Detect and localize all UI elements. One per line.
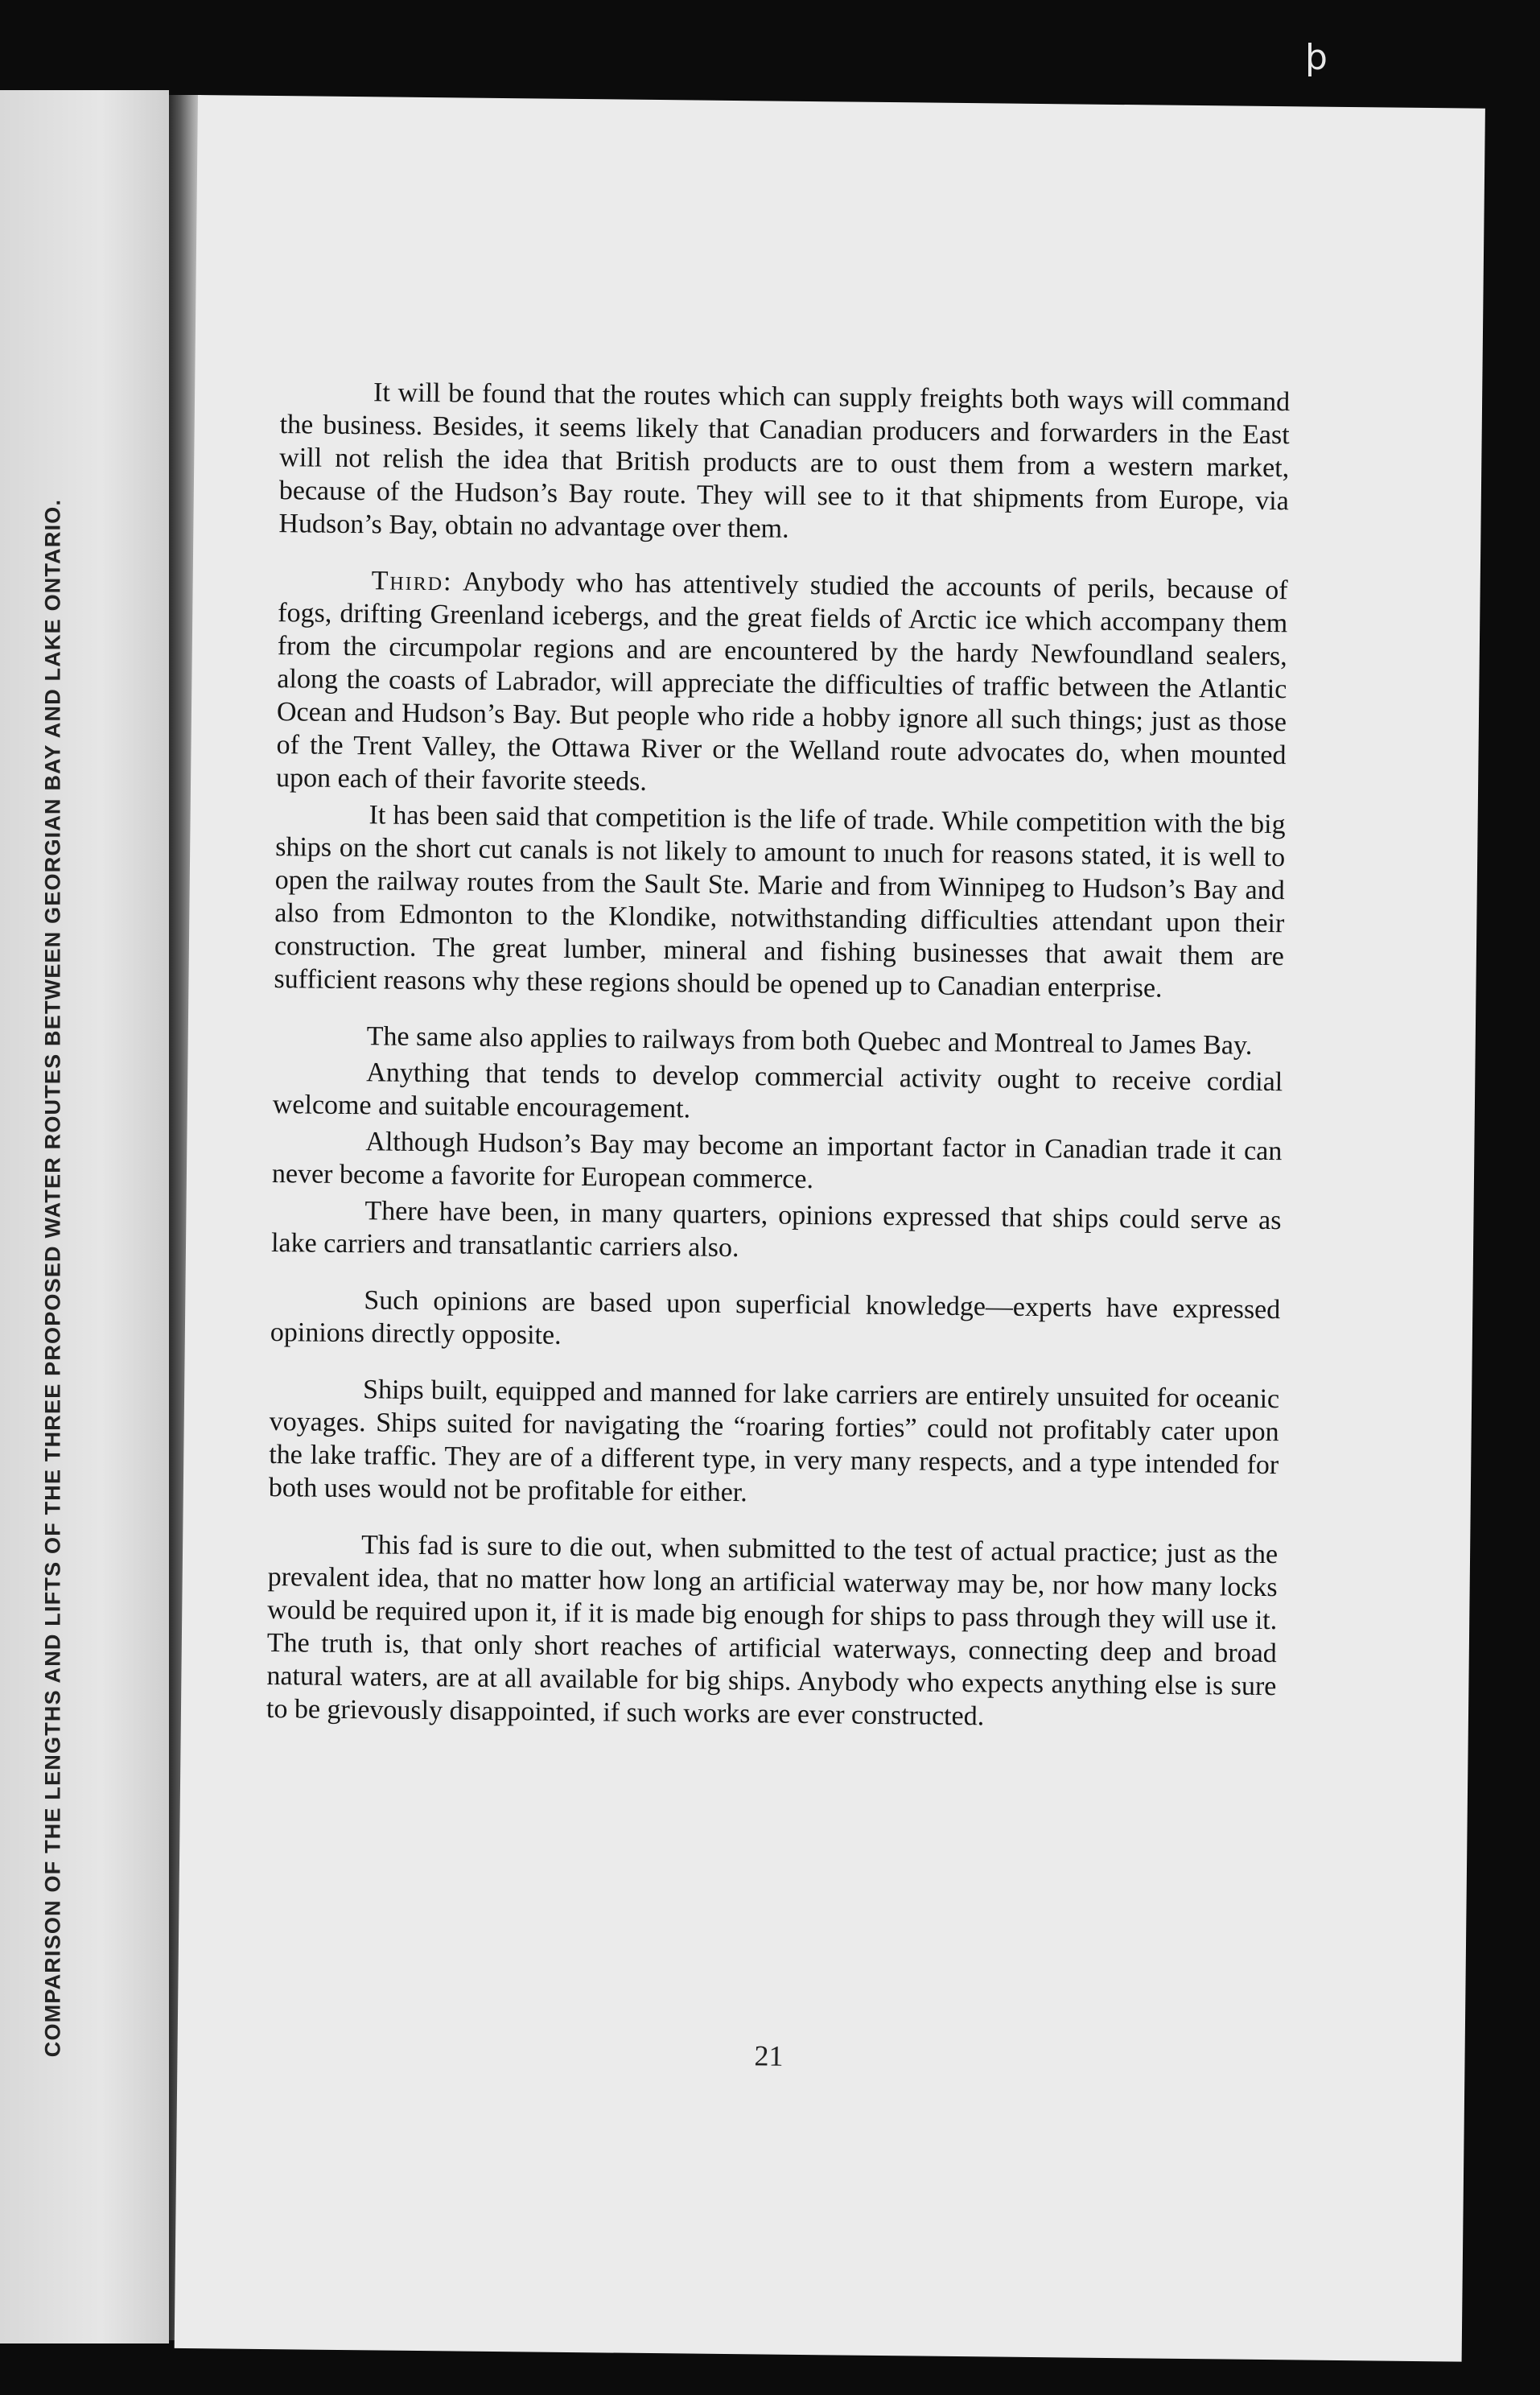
paragraph: The same also applies to railways from both Quebec and Montreal to James Bay. [366, 1021, 1253, 1061]
page-number: 21 [754, 2039, 784, 2072]
paragraph: Ships built, equipped and manned for lake carriers are entirely unsuited for oceanic voyages. Ships suited for navigating the “roaring forties” could not profitably cater upon the lake traffic. They are of a different type, in very many respects, and a type intended for both uses would not be profitable for either. [268, 1375, 1280, 1508]
left-page [0, 90, 169, 2343]
body-text [266, 375, 1290, 1759]
paragraph: Anything that tends to develop commercial activity ought to receive cordial welcome and suitable encouragement. [272, 1057, 1283, 1124]
paragraph: Although Hudson’s Bay may become an important factor in Canadian trade it can never become a favorite for European commerce. [271, 1127, 1283, 1195]
paragraph: Such opinions are based upon superficial knowledge—experts have expressed opinions directly opposite. [270, 1285, 1281, 1350]
paragraph: There have been, in many quarters, opinions expressed that ships could serve as lake carriers and transatlantic carriers also. [270, 1196, 1282, 1263]
paragraph-text: Anybody who has attentively studied the accounts of perils, because of fogs, drifting Greenland icebergs, and the great fields of Arctic ice which accompany them from the circumpolar regions and are encountered by the hardy Newfoundland sealers, along the coasts of Labrador, will appreciate the difficulties of traffic between the Atlantic Ocean and Hudson’s Bay. But people who ride a hobby ignore all such things; just as those of the Trent Valley, the Ottawa River or the Welland route advocates do, when mounted upon each of their favorite steeds. [275, 567, 1288, 797]
corner-mark: þ [1305, 37, 1328, 78]
paragraph: This fad is sure to die out, when submitted to the test of actual practice; just as the prevalent idea, that no matter how long an artificial waterway may be, nor how many locks would be required upon it, if it is made big enough for ships to pass through they will use it. The truth is, that only short reaches of artificial waterways, connecting deep and broad natural waters, are at all available for big ships. Anybody who expects anything else is sure to be grievously disappointed, if such works are ever constructed. [266, 1530, 1279, 1732]
paragraph-lead: Third: [371, 566, 453, 597]
paragraph [276, 563, 1288, 805]
paragraph: It has been said that competition is the life of trade. While competition with the big ships on the short cut canals is not likely to amount to ınuch for reasons stated, it is well to open the railway routes from the Sault Ste. Marie and from Winnipeg to Hudson’s Bay and also from Edmonton to the Klondike, notwithstanding difficulties attendant upon their construction. The great lumber, mineral and fishing businesses that await them are sufficient reasons why these regions should be opened up to Canadian enterprise. [274, 800, 1286, 1004]
running-title: COMPARISON OF THE LENGTHS AND LIFTS OF THE THREE PROPOSED WATER ROUTES BETWEEN GEORGIAN BAY AND LAKE ONTARIO. [40, 498, 65, 2058]
right-page [175, 95, 1485, 2362]
paragraph: It will be found that the routes which can supply freights both ways will command the business. Besides, it seems likely that Canadian producers and forwarders in the East will not relish the idea that British products are to oust them from a western market, because of the Hudson’s Bay route. They will see to it that shipments from Europe, via Hudson’s Bay, obtain no advantage over them. [278, 377, 1291, 544]
